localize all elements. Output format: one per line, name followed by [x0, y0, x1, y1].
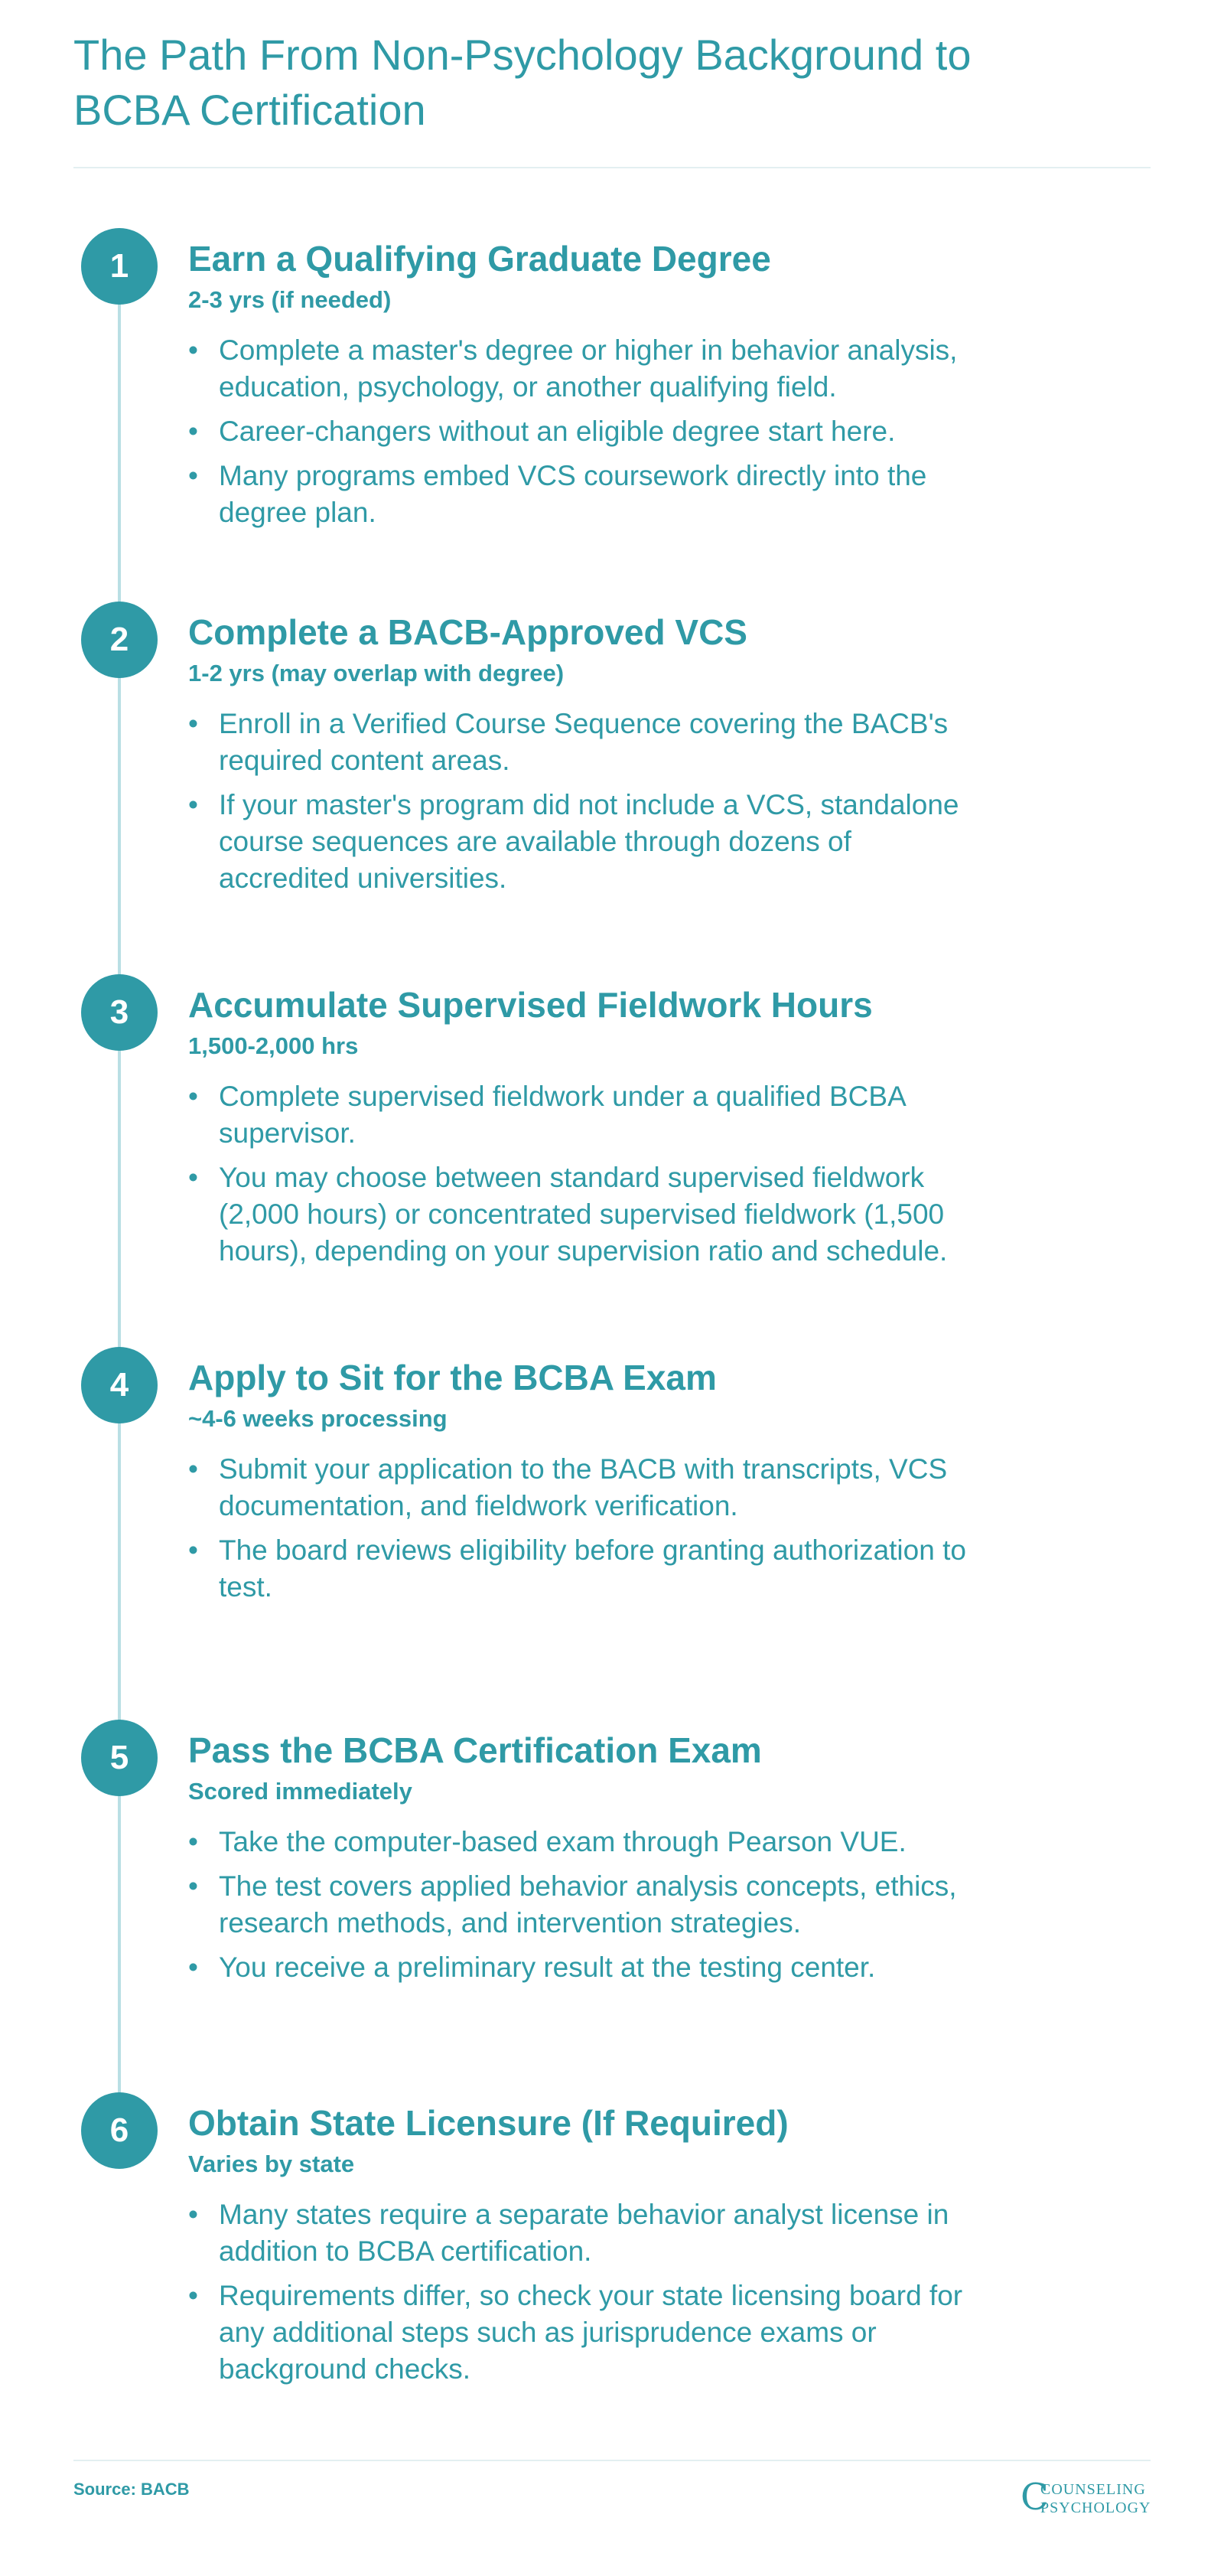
- bullet-text: Requirements differ, so check your state licensing board for any additional steps such as jurisprudence exams or background checks.: [219, 2280, 963, 2385]
- step-title: Obtain State Licensure (If Required): [188, 2103, 789, 2143]
- bullet-icon: •: [188, 1081, 198, 1112]
- bullet-text: If your master's program did not include a VCS, standalone course sequences are available through dozens of accredited universities.: [219, 789, 959, 894]
- bullet-item: [188, 1532, 968, 1606]
- step-content: [188, 1729, 968, 1994]
- step-duration: Varies by state: [188, 2150, 355, 2177]
- step-content: [188, 2102, 968, 2395]
- source-credit: Source: BACB: [73, 2480, 190, 2499]
- step-bullet-list: [188, 706, 968, 897]
- bullet-item: [188, 787, 968, 897]
- step-content: [188, 237, 968, 539]
- step-bullet-list: [188, 2196, 968, 2388]
- bullet-icon: •: [188, 1826, 198, 1857]
- bullet-text: The test covers applied behavior analysis concepts, ethics, research methods, and intervention strategies.: [219, 1870, 957, 1939]
- step-bullet-list: [188, 1824, 968, 1986]
- logo-mark-icon: C: [1021, 2476, 1049, 2519]
- bullet-text: Take the computer-based exam through Pearson VUE.: [219, 1826, 907, 1857]
- bullet-text: The board reviews eligibility before granting authorization to test.: [219, 1534, 966, 1603]
- bullet-icon: •: [188, 334, 198, 366]
- bullet-text: Complete supervised fieldwork under a qualified BCBA supervisor.: [219, 1081, 905, 1149]
- step-number-badge: 6: [81, 2092, 158, 2169]
- bullet-icon: •: [188, 416, 198, 447]
- step-number-badge: 2: [81, 602, 158, 678]
- step-content: [188, 611, 968, 905]
- bullet-icon: •: [188, 1870, 198, 1902]
- bullet-icon: •: [188, 2280, 198, 2311]
- counseling-psychology-logo: [1021, 2477, 1151, 2519]
- bullet-item: [188, 1868, 968, 1942]
- bullet-text: Submit your application to the BACB with transcripts, VCS documentation, and fieldwork verification.: [219, 1453, 948, 1521]
- step-content: [188, 983, 968, 1277]
- bullet-item: [188, 2278, 968, 2388]
- bullet-text: Complete a master's degree or higher in behavior analysis, education, psychology, or another qualifying field.: [219, 334, 958, 403]
- bullet-icon: •: [188, 1162, 198, 1193]
- bullet-item: [188, 332, 968, 406]
- bullet-item: [188, 1949, 968, 1986]
- bullet-text: Many programs embed VCS coursework directly into the degree plan.: [219, 460, 927, 528]
- bullet-item: [188, 1078, 968, 1152]
- bullet-text: You receive a preliminary result at the testing center.: [219, 1952, 876, 1983]
- step-content: [188, 1356, 968, 1613]
- bullet-text: You may choose between standard supervised fieldwork (2,000 hours) or concentrated supervised fieldwork (1,500 hours), depending on your supervision ratio and schedule.: [219, 1162, 948, 1267]
- step-bullet-list: [188, 1078, 968, 1270]
- page-title: The Path From Non-Psychology Background to BCBA Certification: [73, 31, 972, 134]
- bullet-icon: •: [188, 1453, 198, 1485]
- bullet-item: [188, 1159, 968, 1270]
- bullet-icon: •: [188, 1534, 198, 1566]
- logo-word-2: PSYCHOLOGY: [1040, 2499, 1151, 2516]
- step-number-badge: 5: [81, 1720, 158, 1796]
- bullet-item: [188, 1824, 968, 1860]
- step-duration: ~4-6 weeks processing: [188, 1405, 448, 1432]
- bullet-item: [188, 1451, 968, 1524]
- bullet-item: [188, 458, 968, 531]
- step-title: Pass the BCBA Certification Exam: [188, 1730, 762, 1770]
- footer-divider: [73, 2460, 1151, 2461]
- step-bullet-list: [188, 332, 968, 531]
- header-divider: [73, 167, 1151, 168]
- step-duration: 2-3 yrs (if needed): [188, 286, 392, 313]
- bullet-icon: •: [188, 460, 198, 491]
- bullet-item: [188, 413, 968, 450]
- bullet-text: Enroll in a Verified Course Sequence covering the BACB's required content areas.: [219, 708, 949, 776]
- step-title: Earn a Qualifying Graduate Degree: [188, 239, 771, 279]
- bullet-text: Career-changers without an eligible degree start here.: [219, 416, 896, 447]
- logo-word-1: COUNSELING: [1040, 2481, 1146, 2498]
- bullet-icon: •: [188, 708, 198, 739]
- step-number-badge: 3: [81, 974, 158, 1051]
- step-bullet-list: [188, 1451, 968, 1606]
- bullet-icon: •: [188, 2199, 198, 2230]
- step-title: Complete a BACB-Approved VCS: [188, 612, 747, 652]
- step-number-badge: 1: [81, 228, 158, 305]
- step-title: Accumulate Supervised Fieldwork Hours: [188, 985, 873, 1025]
- bullet-text: Many states require a separate behavior analyst license in addition to BCBA certification.: [219, 2199, 949, 2267]
- step-title: Apply to Sit for the BCBA Exam: [188, 1358, 717, 1397]
- bullet-item: [188, 2196, 968, 2270]
- step-duration: Scored immediately: [188, 1778, 412, 1805]
- step-duration: 1-2 yrs (may overlap with degree): [188, 660, 565, 686]
- timeline-line: [118, 268, 121, 2128]
- bullet-item: [188, 706, 968, 779]
- step-duration: 1,500-2,000 hrs: [188, 1032, 359, 1059]
- bullet-icon: •: [188, 789, 198, 820]
- bullet-icon: •: [188, 1952, 198, 1983]
- step-number-badge: 4: [81, 1347, 158, 1423]
